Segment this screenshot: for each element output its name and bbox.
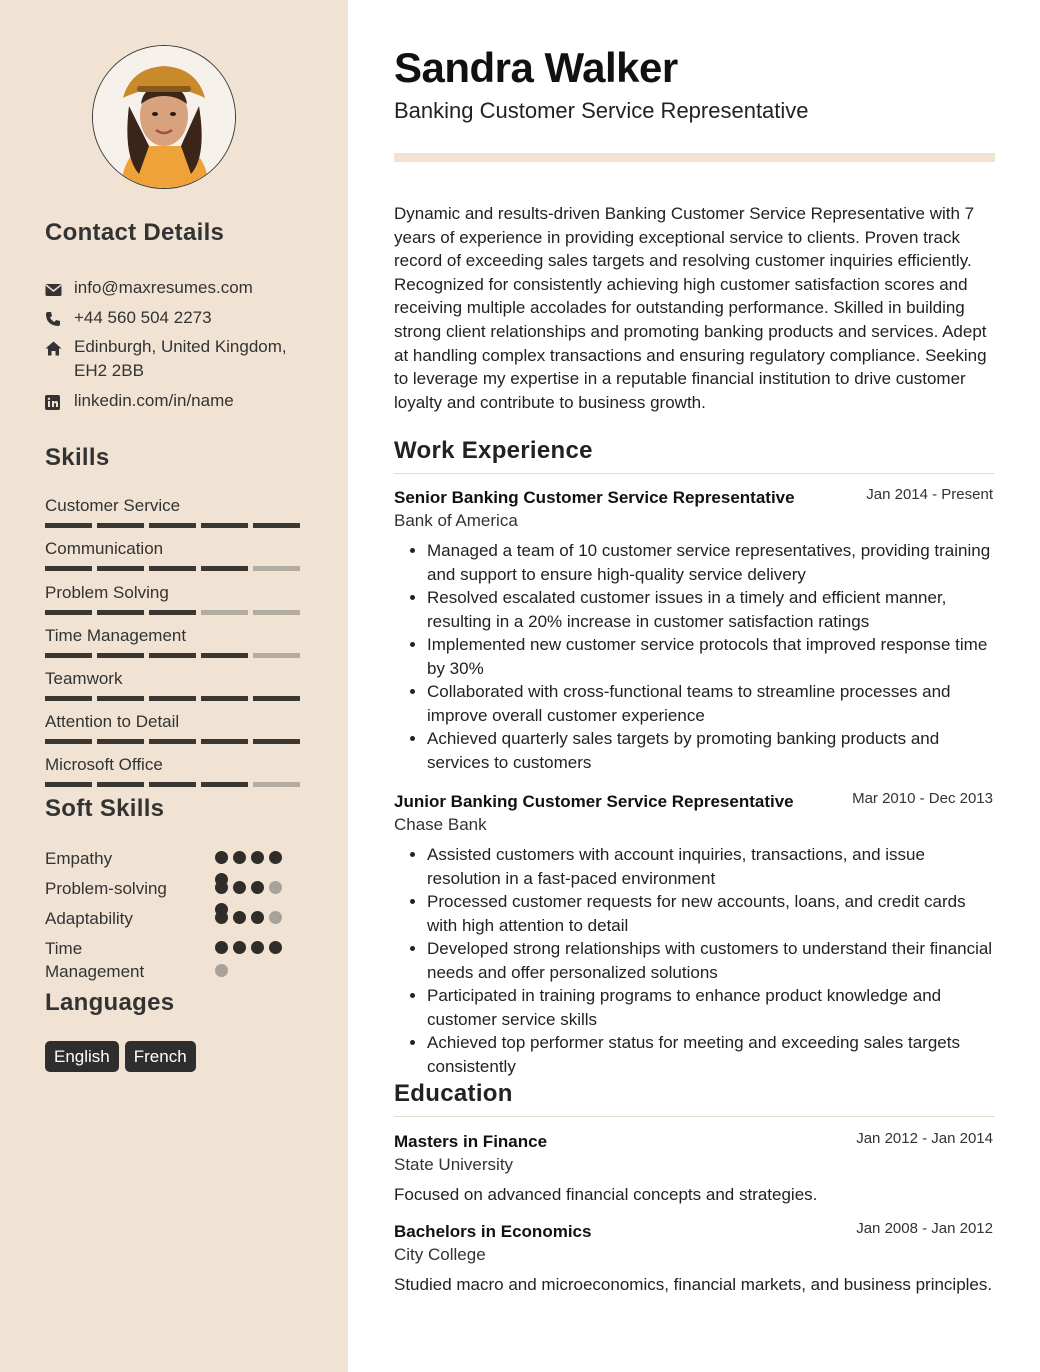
skill-item	[45, 625, 305, 658]
skill-label: Attention to Detail	[45, 712, 180, 731]
rating-dot	[251, 911, 264, 924]
skill-level-segment	[45, 782, 92, 787]
skill-level-segment	[45, 696, 92, 701]
rating-dot	[269, 911, 282, 924]
job-entry	[394, 487, 995, 774]
contact-address: Edinburgh, United Kingdom, EH2 2BB	[45, 335, 315, 383]
degree-title: Masters in Finance	[394, 1132, 548, 1151]
rating-dot	[215, 881, 228, 894]
skill-level-segment	[253, 523, 300, 528]
skill-label: Time Management	[45, 626, 187, 645]
header-accent-bar	[394, 153, 995, 162]
skill-level-meter	[45, 653, 305, 658]
rating-dot	[215, 941, 228, 954]
list-item: • Participated in training programs to enhance product knowledge and customer service skills	[427, 984, 995, 1031]
languages-heading: Languages	[45, 989, 175, 1016]
education-date: Jan 2008 - Jan 2012	[856, 1220, 993, 1237]
skill-level-meter	[45, 696, 305, 701]
rating-dot	[269, 851, 282, 864]
home-icon	[45, 339, 63, 355]
skill-level-segment	[201, 566, 248, 571]
skill-level-segment	[201, 782, 248, 787]
skill-level-segment	[253, 696, 300, 701]
skill-level-segment	[97, 739, 144, 744]
skill-level-segment	[201, 610, 248, 615]
work-experience-heading: Work Experience	[394, 437, 593, 464]
soft-skill-item	[45, 877, 305, 900]
skill-level-segment	[97, 653, 144, 658]
skill-level-segment	[253, 653, 300, 658]
list-item: • Resolved escalated customer issues in a timely and efficient manner, resulting in a 20% increase in customer satisfaction ratings	[427, 586, 995, 633]
section-divider	[394, 1116, 995, 1117]
soft-skill-label: Adaptability	[45, 909, 133, 928]
rating-dot	[251, 851, 264, 864]
skill-level-segment	[97, 696, 144, 701]
skill-item	[45, 754, 305, 787]
soft-skill-item	[45, 937, 305, 983]
soft-skill-label: Time Management	[45, 939, 145, 981]
skill-level-meter	[45, 739, 305, 744]
job-title: Junior Banking Customer Service Representative	[394, 792, 794, 811]
skill-level-segment	[97, 782, 144, 787]
rating-dot	[215, 851, 228, 864]
skill-level-segment	[253, 739, 300, 744]
rating-dot	[233, 911, 246, 924]
profile-summary: Dynamic and results-driven Banking Customer Service Representative with 7 years of experience in providing exceptional service to clients. Proven track record of exceeding sales targets and resolving customer inquiries efficiently. Recognized for consistently achieving high customer satisfaction scores and receiving multiple accolades for outstanding performance. Skilled in building strong client relationships and promoting banking products and services. Adept at handling complex transactions and ensuring regulatory compliance. Seeking to leverage my expertise in a reputable financial institution to drive customer loyalty and contribute to business growth.	[394, 204, 987, 412]
phone-icon	[45, 310, 63, 326]
skill-level-segment	[149, 523, 196, 528]
job-company: Chase Bank	[394, 815, 487, 834]
skill-label: Problem Solving	[45, 583, 169, 602]
job-date: Mar 2010 - Dec 2013	[852, 790, 993, 807]
skill-level-segment	[201, 523, 248, 528]
skill-level-segment	[97, 566, 144, 571]
soft-skill-item	[45, 907, 305, 930]
languages-list	[45, 1041, 196, 1072]
skill-level-segment	[149, 782, 196, 787]
skill-level-segment	[149, 653, 196, 658]
list-item: • Developed strong relationships with customers to understand their financial needs and offer personalized solutions	[427, 937, 995, 984]
rating-dot	[215, 911, 228, 924]
list-item: • Achieved top performer status for meeting and exceeding sales targets consistently	[427, 1031, 995, 1078]
rating-dot	[269, 941, 282, 954]
contact-email[interactable]: info@maxresumes.com	[45, 276, 315, 300]
candidate-name: Sandra Walker	[394, 44, 678, 91]
rating-dot	[233, 851, 246, 864]
skill-label: Customer Service	[45, 496, 181, 515]
skill-item	[45, 668, 305, 701]
job-date: Jan 2014 - Present	[866, 486, 993, 503]
list-item: • Managed a team of 10 customer service representatives, providing training and support to ensure high-quality service delivery	[427, 539, 995, 586]
avatar-illustration	[93, 46, 235, 188]
skill-level-segment	[45, 523, 92, 528]
job-title: Senior Banking Customer Service Representative	[394, 488, 795, 507]
job-bullets	[394, 843, 995, 1078]
education-entry	[394, 1221, 995, 1297]
rating-dot	[251, 881, 264, 894]
skill-label: Communication	[45, 539, 164, 558]
skill-level-meter	[45, 523, 305, 528]
skill-level-segment	[45, 653, 92, 658]
skill-level-segment	[149, 696, 196, 701]
skill-level-meter	[45, 566, 305, 571]
soft-skill-label: Problem-solving	[45, 879, 167, 898]
degree-title: Bachelors in Economics	[394, 1222, 592, 1241]
rating-dot	[233, 941, 246, 954]
sidebar	[0, 0, 348, 1372]
contact-heading: Contact Details	[45, 219, 225, 246]
list-item: • Collaborated with cross-functional teams to streamline processes and improve overall customer experience	[427, 680, 995, 727]
skill-level-segment	[253, 782, 300, 787]
rating-dot	[215, 964, 228, 977]
skill-item	[45, 538, 305, 571]
skill-level-segment	[149, 610, 196, 615]
education-description: Focused on advanced financial concepts and strategies.	[394, 1185, 818, 1204]
skill-level-segment	[149, 566, 196, 571]
skill-level-meter	[45, 782, 305, 787]
skill-level-meter	[45, 610, 305, 615]
skill-item	[45, 711, 305, 744]
skills-heading: Skills	[45, 444, 110, 471]
skill-level-segment	[253, 566, 300, 571]
skill-level-segment	[201, 739, 248, 744]
skill-label: Microsoft Office	[45, 755, 163, 774]
section-divider	[394, 473, 995, 474]
job-company: Bank of America	[394, 511, 518, 530]
contact-linkedin[interactable]: linkedin.com/in/name	[45, 389, 315, 413]
education-heading: Education	[394, 1080, 513, 1107]
skill-item	[45, 495, 305, 528]
job-bullets	[394, 539, 995, 774]
rating-dot	[251, 941, 264, 954]
list-item: • Processed customer requests for new accounts, loans, and credit cards with high attention to detail	[427, 890, 995, 937]
language-tag: French	[125, 1041, 196, 1072]
skill-level-segment	[45, 739, 92, 744]
language-tag: English	[45, 1041, 119, 1072]
education-description: Studied macro and microeconomics, financial markets, and business principles.	[394, 1275, 993, 1294]
school-name: State University	[394, 1155, 514, 1174]
list-item: • Assisted customers with account inquiries, transactions, and issue resolution in a fast-paced environment	[427, 843, 995, 890]
envelope-icon	[45, 280, 63, 296]
skill-level-segment	[149, 739, 196, 744]
job-entry	[394, 791, 995, 1078]
skill-level-segment	[253, 610, 300, 615]
school-name: City College	[394, 1245, 486, 1264]
skill-level-segment	[97, 610, 144, 615]
rating-dot	[233, 881, 246, 894]
skill-level-segment	[45, 566, 92, 571]
soft-skill-item	[45, 847, 305, 870]
linkedin-icon	[45, 393, 63, 409]
candidate-role: Banking Customer Service Representative	[394, 98, 809, 123]
skill-level-segment	[201, 653, 248, 658]
rating-dot	[269, 881, 282, 894]
skill-level-segment	[201, 696, 248, 701]
education-date: Jan 2012 - Jan 2014	[856, 1130, 993, 1147]
soft-skills-heading: Soft Skills	[45, 795, 165, 822]
education-entry	[394, 1131, 995, 1207]
list-item: • Implemented new customer service protocols that improved response time by 30%	[427, 633, 995, 680]
contact-phone[interactable]: +44 560 504 2273	[45, 306, 315, 330]
skill-item	[45, 582, 305, 615]
list-item: • Achieved quarterly sales targets by promoting banking products and services to customers	[427, 727, 995, 774]
skill-level-segment	[97, 523, 144, 528]
skill-level-segment	[45, 610, 92, 615]
profile-photo	[92, 45, 236, 189]
skill-label: Teamwork	[45, 669, 123, 688]
soft-skill-label: Empathy	[45, 849, 113, 868]
